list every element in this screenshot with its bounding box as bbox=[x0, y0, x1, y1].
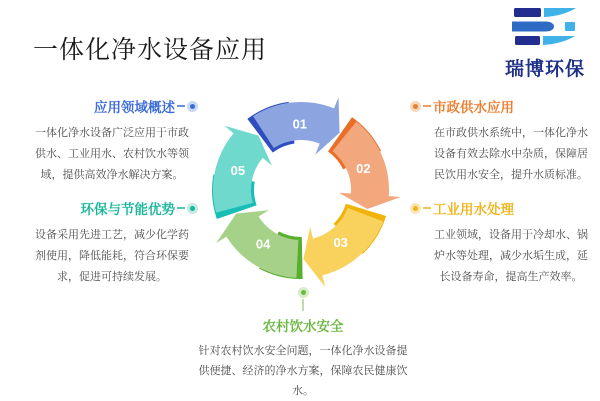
connector-line bbox=[423, 207, 431, 209]
callout-rural bbox=[192, 287, 414, 401]
connector-dot bbox=[187, 203, 198, 214]
connector-line bbox=[177, 105, 185, 107]
callout-municipal bbox=[410, 96, 592, 186]
callout-header bbox=[410, 96, 592, 116]
callout-body: 设备采用先进工艺，减少化学药剂使用，降低能耗，符合环保要求，促进可持续发展。 bbox=[35, 229, 189, 283]
cycle-segment-05 bbox=[212, 126, 272, 219]
cycle-diagram bbox=[198, 87, 404, 293]
callout-title: 环保与节能优势 bbox=[80, 202, 175, 217]
connector-dot bbox=[410, 101, 421, 112]
callout-header bbox=[410, 198, 592, 218]
callout-title: 应用领域概述 bbox=[94, 100, 175, 115]
connector-line bbox=[177, 207, 185, 209]
callout-industrial bbox=[410, 198, 592, 288]
callout-body: 一体化净水设备广泛应用于市政供水、工业用水、农村饮水等领域，提供高效净水解决方案。 bbox=[35, 127, 189, 181]
connector-dot bbox=[410, 203, 421, 214]
callout-body: 工业领域，设备用于冷却水、锅炉水等处理，减少水垢生成，延长设备寿命，提高生产效率。 bbox=[434, 229, 588, 283]
cycle-segment-03 bbox=[303, 204, 386, 287]
callout-body: 针对农村饮水安全问题，一体化净水设备提供便捷、经济的净水方案，保障农民健康饮水。 bbox=[198, 345, 408, 397]
callout-title: 市政供水应用 bbox=[433, 100, 514, 115]
callout-body: 在市政供水系统中，一体化净水设备有效去除水中杂质，保障居民饮用水安全，提升水质标准。 bbox=[434, 127, 588, 181]
connector-line bbox=[423, 105, 431, 107]
page-title: 一体化净水设备应用 bbox=[33, 36, 268, 64]
logo-icon bbox=[512, 8, 578, 45]
company-logo bbox=[498, 8, 592, 81]
segment-number: 04 bbox=[255, 236, 271, 252]
segment-number: 05 bbox=[230, 163, 246, 179]
logo-text: 瑞博环保 bbox=[504, 59, 585, 80]
segment-number: 03 bbox=[333, 235, 348, 251]
cycle-segment-04 bbox=[216, 210, 302, 279]
segment-number: 01 bbox=[292, 116, 308, 132]
callout-overview bbox=[26, 96, 198, 186]
segment-number: 02 bbox=[356, 161, 371, 176]
connector-dot bbox=[187, 101, 198, 112]
callout-title: 农村饮水安全 bbox=[262, 319, 344, 334]
callout-eco bbox=[26, 198, 198, 288]
callout-header bbox=[26, 96, 198, 116]
callout-header bbox=[26, 198, 198, 218]
connector-line bbox=[302, 299, 304, 311]
callout-title: 工业用水处理 bbox=[433, 202, 514, 217]
